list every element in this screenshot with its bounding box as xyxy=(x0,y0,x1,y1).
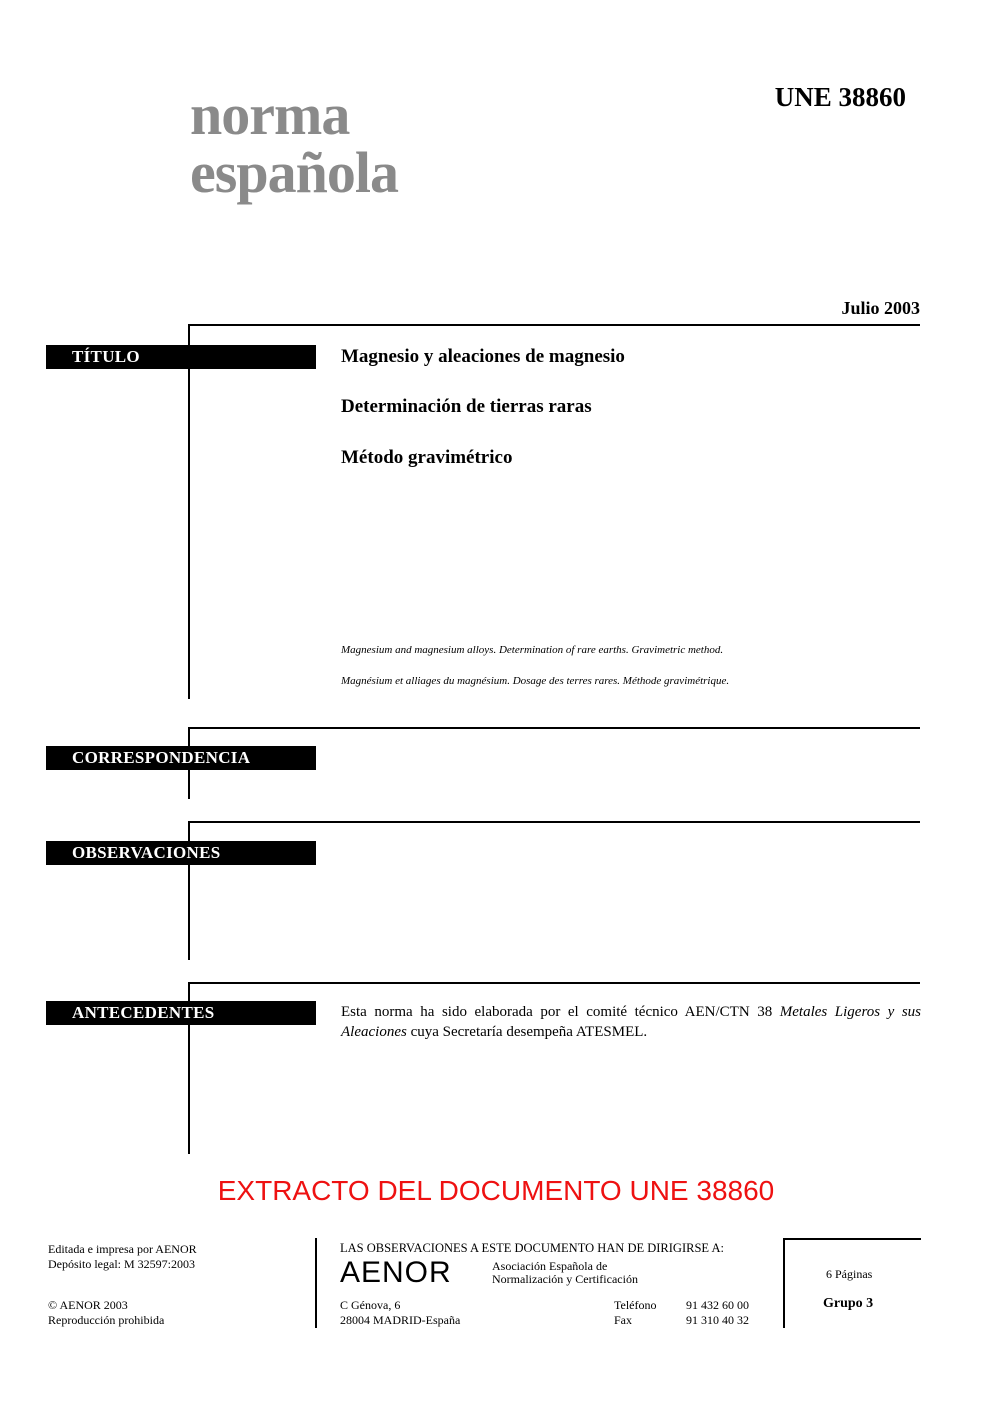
logo-espanola: española xyxy=(190,140,398,205)
section-divider-titulo xyxy=(188,324,920,326)
footer-reproduction: Reproducción prohibida xyxy=(48,1313,165,1327)
footer-box-top xyxy=(783,1238,921,1240)
footer-association-line2: Normalización y Certificación xyxy=(492,1272,638,1286)
footer-fax-label: Fax xyxy=(614,1313,632,1327)
section-divider-correspondencia xyxy=(188,727,920,729)
title-line-2: Determinación de tierras raras xyxy=(341,396,592,417)
footer-edited-by: Editada e impresa por AENOR xyxy=(48,1242,197,1256)
section-divider-antecedentes xyxy=(188,982,920,984)
footer-legal-deposit: Depósito legal: M 32597:2003 xyxy=(48,1257,195,1271)
footer-group: Grupo 3 xyxy=(823,1296,874,1311)
label-observaciones: OBSERVACIONES xyxy=(46,841,316,865)
extract-notice: EXTRACTO DEL DOCUMENTO UNE 38860 xyxy=(217,1175,775,1206)
section-divider-observaciones xyxy=(188,821,920,823)
footer-observations-notice: LAS OBSERVACIONES A ESTE DOCUMENTO HAN DE DIRIGIRSE A: xyxy=(340,1241,724,1255)
title-french: Magnésium et alliages du magnésium. Dosage des terres rares. Méthode gravimétrique. xyxy=(341,675,730,687)
footer-association xyxy=(492,1260,638,1286)
label-titulo: TÍTULO xyxy=(46,345,316,369)
antecedentes-text xyxy=(341,1002,921,1042)
footer-phone-label: Teléfono xyxy=(614,1298,657,1312)
footer-phone: 91 432 60 00 xyxy=(686,1298,749,1312)
footer-address-line1: C Génova, 6 xyxy=(340,1298,401,1312)
antecedentes-text-after: cuya Secretaría desempeña ATESMEL. xyxy=(406,1024,648,1040)
standard-code: UNE 38860 xyxy=(774,82,906,112)
section-vline-titulo xyxy=(188,324,190,699)
title-line-3: Método gravimétrico xyxy=(341,447,513,468)
footer-address-line2: 28004 MADRID-España xyxy=(340,1313,461,1327)
label-antecedentes: ANTECEDENTES xyxy=(46,1001,316,1025)
footer-pages: 6 Páginas xyxy=(826,1267,873,1281)
footer-fax: 91 310 40 32 xyxy=(686,1313,749,1327)
aenor-logo-text: AENOR xyxy=(340,1256,452,1289)
antecedentes-committee-name: Metales Ligeros y sus Aleaciones xyxy=(341,1004,921,1040)
footer-divider-right xyxy=(783,1238,785,1328)
footer-copyright: © AENOR 2003 xyxy=(48,1298,128,1312)
footer-association-line1: Asociación Española de xyxy=(492,1259,608,1273)
label-correspondencia: CORRESPONDENCIA xyxy=(46,746,316,770)
title-line-1: Magnesio y aleaciones de magnesio xyxy=(341,346,625,367)
antecedentes-text-before: Esta norma ha sido elaborada por el comité técnico AEN/CTN 38 xyxy=(341,1004,780,1020)
title-english: Magnesium and magnesium alloys. Determination of rare earths. Gravimetric method. xyxy=(341,644,724,656)
logo-norma: norma xyxy=(190,82,350,147)
footer-divider-left xyxy=(315,1238,317,1328)
publication-date: Julio 2003 xyxy=(841,298,920,318)
